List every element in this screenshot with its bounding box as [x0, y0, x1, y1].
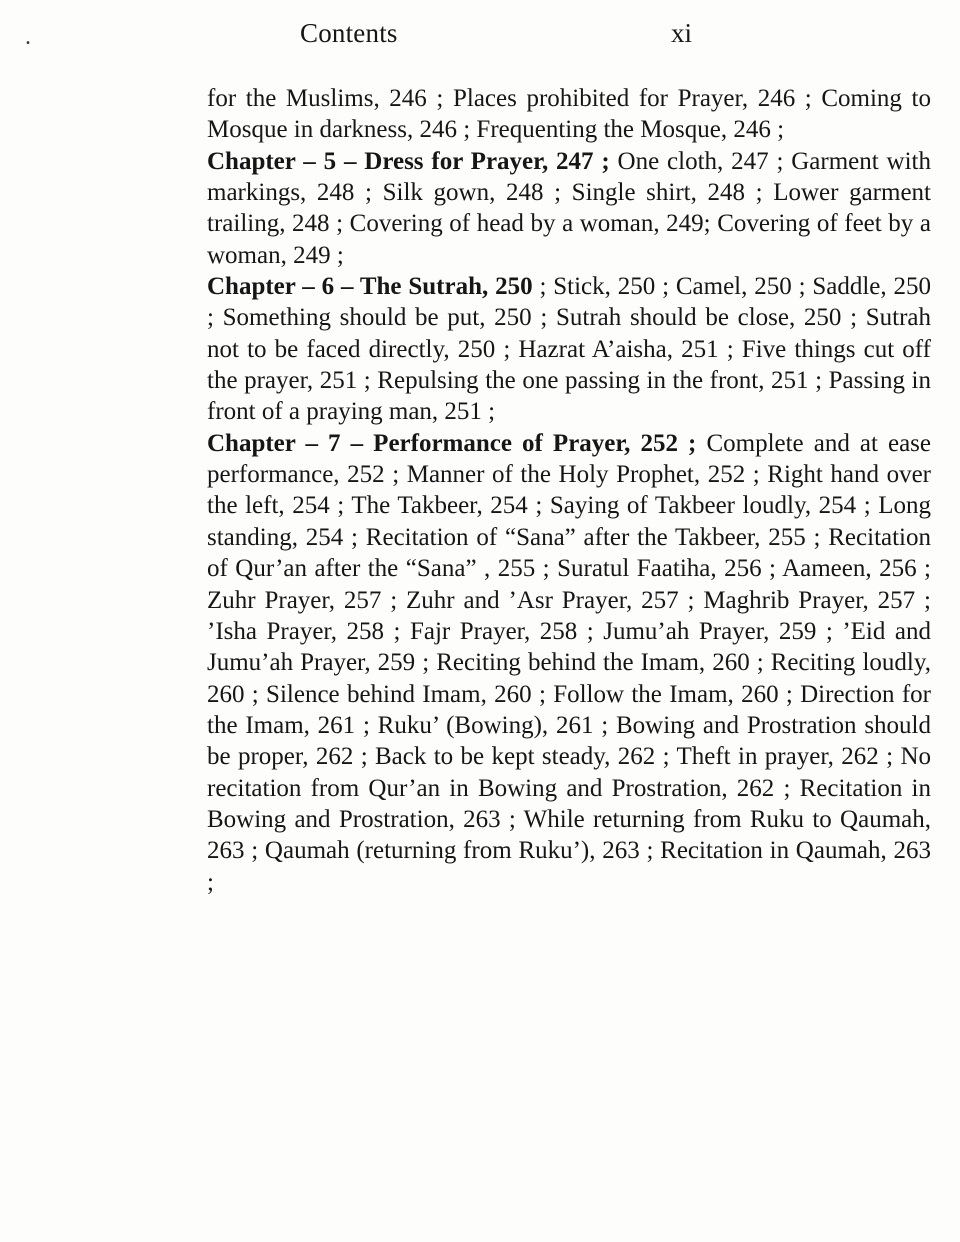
toc-paragraph [207, 146, 931, 271]
toc-paragraph [207, 428, 931, 898]
toc-entry-text: for the Muslims, 246 ; Places prohibited for Prayer, 246 ; Coming to Mosque in darkness, 246 ; Frequenting the Mosque, 246 ; [207, 85, 931, 144]
toc-chapter-heading: Chapter – 5 – Dress for Prayer, 247 ; [207, 147, 618, 175]
toc-chapter-heading: Chapter – 6 – The Sutrah, 250 [207, 273, 533, 301]
toc-chapter-heading: Chapter – 7 – Performance of Prayer, 252 ; [207, 429, 707, 457]
toc-text-block [207, 83, 931, 898]
toc-entry-text: ; Stick, 250 ; Camel, 250 ; Saddle, 250 ; Something should be put, 250 ; Sutrah should be close, 250 ; Sutrah not to be faced directly, 250 ; Hazrat A’aisha, 251 ; Five things cut off the prayer, 251 ; Repulsing the one passing in the front, 251 ; Passing in front of a praying man, 251 ; [207, 273, 931, 426]
stray-dot: . [25, 24, 31, 50]
toc-entry-text: Complete and at ease performance, 252 ; Manner of the Holy Prophet, 252 ; Right hand over the left, 254 ; The Takbeer, 254 ; Saying of Takbeer loudly, 254 ; Long standing, 254 ; Recitation of “Sana” after the Takbeer, 255 ; Recitation of Qur’an after the “Sana” , 255 ; Suratul Faatiha, 256 ; Aameen, 256 ; Zuhr Prayer, 257 ; Zuhr and ’Asr Prayer, 257 ; Maghrib Prayer, 257 ; ’Isha Prayer, 258 ; Fajr Prayer, 258 ; Jumu’ah Prayer, 259 ; ’Eid and Jumu’ah Prayer, 259 ; Reciting behind the Imam, 260 ; Reciting loudly, 260 ; Silence behind Imam, 260 ; Follow the Imam, 260 ; Direction for the Imam, 261 ; Ruku’ (Bowing), 261 ; Bowing and Prostration should be proper, 262 ; Back to be kept steady, 262 ; Theft in prayer, 262 ; No recitation from Qur’an in Bowing and Prostration, 262 ; Recitation in Bowing and Prostration, 263 ; While returning from Ruku to Qaumah, 263 ; Qaumah (returning from Ruku’), 263 ; Recitation in Qaumah, 263 ; [207, 429, 931, 896]
page-title: Contents [300, 18, 398, 48]
page-number: xi [671, 18, 693, 48]
toc-paragraph [207, 271, 931, 428]
toc-entry-text: One cloth, 247 ; Garment with markings, 248 ; Silk gown, 248 ; Single shirt, 248 ; Lower garment trailing, 248 ; Covering of head by a woman, 249; Covering of feet by a woman, 249 ; [207, 147, 931, 269]
toc-paragraph [207, 83, 931, 146]
